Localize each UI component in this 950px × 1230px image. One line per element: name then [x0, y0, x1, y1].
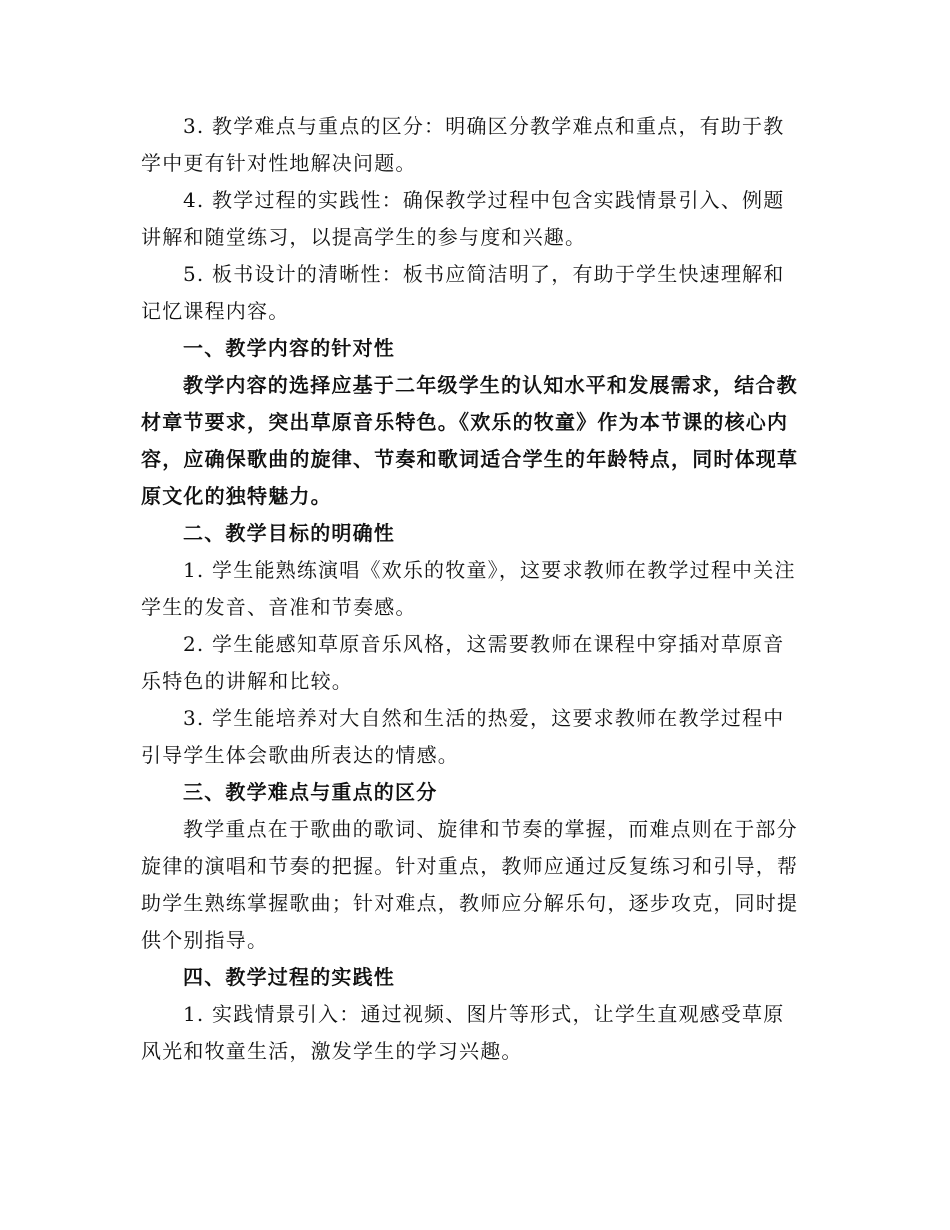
paragraph: 5. 板书设计的清晰性：板书应简洁明了，有助于学生快速理解和记忆课程内容。: [141, 262, 785, 323]
paragraph: 3. 学生能培养对大自然和生活的热爱，这要求教师在教学过程中引导学生体会歌曲所表达的情感。: [141, 706, 785, 767]
paragraph: 1. 实践情景引入：通过视频、图片等形式，让学生直观感受草原风光和牧童生活，激发学生的学习兴趣。: [141, 1002, 785, 1063]
paragraph: 3. 教学难点与重点的区分：明确区分教学难点和重点，有助于教学中更有针对性地解决问题。: [141, 114, 785, 175]
bold-paragraph: 教学内容的选择应基于二年级学生的认知水平和发展需求，结合教材章节要求，突出草原音乐特色。《欢乐的牧童》作为本节课的核心内容，应确保歌曲的旋律、节奏和歌词适合学生的年龄特点，同时体现草原文化的独特魅力。: [141, 373, 799, 508]
section-heading: 二、教学目标的明确性: [183, 521, 395, 545]
paragraph: 4. 教学过程的实践性：确保教学过程中包含实践情景引入、例题讲解和随堂练习，以提高学生的参与度和兴趣。: [141, 188, 785, 249]
paragraph: 2. 学生能感知草原音乐风格，这需要教师在课程中穿插对草原音乐特色的讲解和比较。: [141, 632, 785, 693]
section-heading: 四、教学过程的实践性: [183, 965, 395, 989]
paragraph: 1. 学生能熟练演唱《欢乐的牧童》，这要求教师在教学过程中关注学生的发音、音准和节奏感。: [141, 558, 796, 619]
document-page: [141, 108, 805, 1070]
section-heading: 三、教学难点与重点的区分: [183, 780, 438, 804]
section-heading: 一、教学内容的针对性: [183, 336, 395, 360]
paragraph: 教学重点在于歌曲的歌词、旋律和节奏的掌握，而难点则在于部分旋律的演唱和节奏的把握。针对重点，教师应通过反复练习和引导，帮助学生熟练掌握歌曲；针对难点，教师应分解乐句，逐步攻克，同时提供个别指导。: [141, 817, 799, 952]
